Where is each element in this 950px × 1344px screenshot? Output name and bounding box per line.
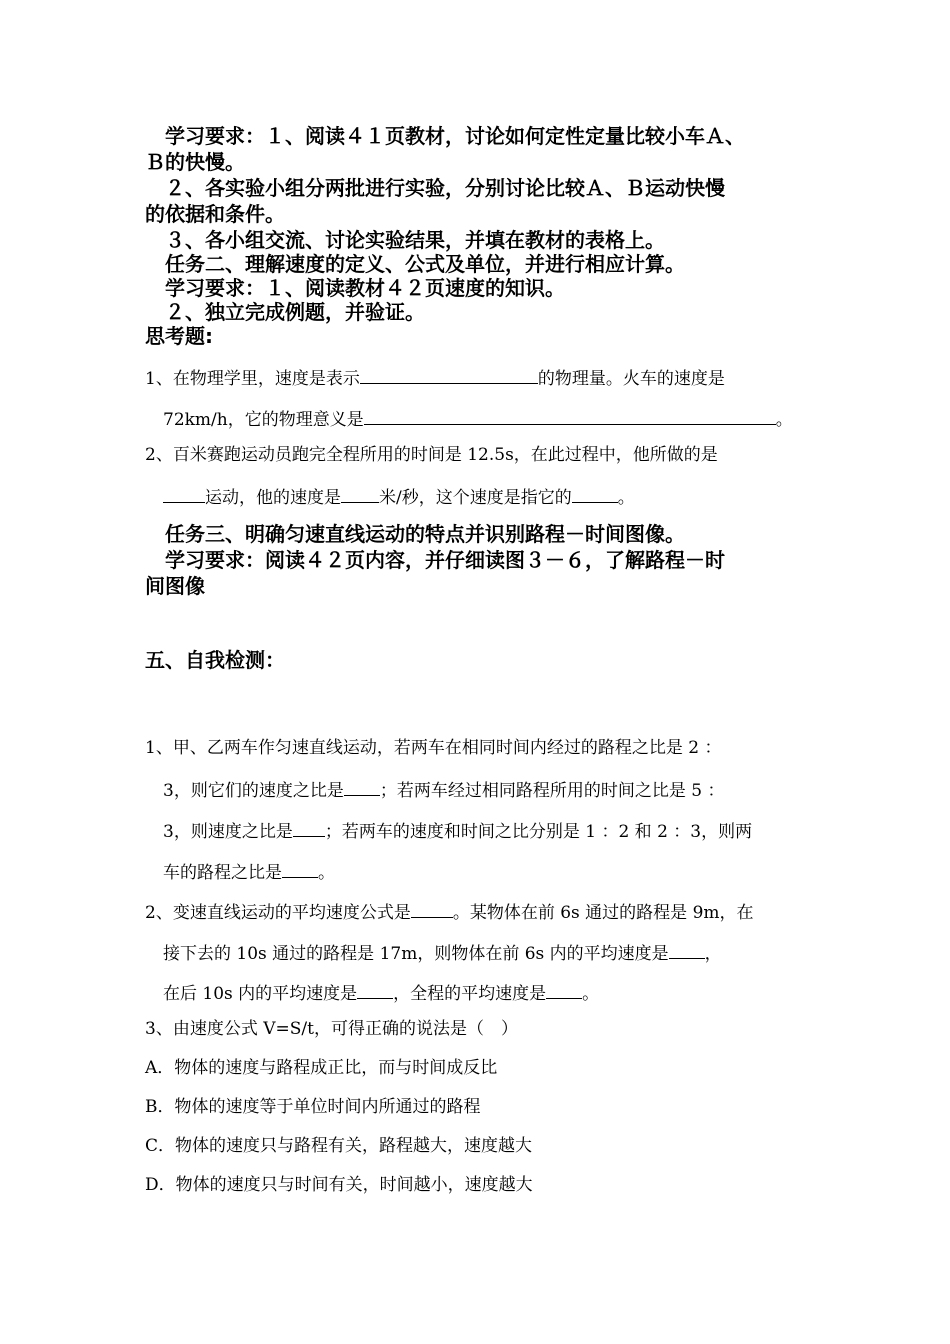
self-q1-blank-2[interactable] [293, 818, 325, 837]
self-test-q1-line1: 1、甲、乙两车作匀速直线运动，若两车在相同时间内经过的路程之比是 2 ： [145, 738, 722, 758]
task3-title: 任务三、明确匀速直线运动的特点并识别路程－时间图像。 [145, 522, 685, 546]
q1-blank-1[interactable] [360, 365, 538, 384]
q1-text: ；若两车的速度和时间之比分别是 1 ：2 和 2 ：3，则两 [324, 822, 753, 842]
think-question-2: 2、百米赛跑运动员跑完全程所用的时间是 12.5s，在此过程中，他所做的是 [145, 445, 718, 465]
task3-requirement-line: 学习要求：阅读４２页内容，并仔细读图３－６，了解路程－时 [145, 548, 725, 572]
q2-blank-1[interactable] [163, 484, 205, 503]
task2-requirement-2: ２、独立完成例题，并验证。 [145, 300, 425, 324]
self-test-q2-line2 [163, 940, 843, 965]
q2-text: 在后 10s 内的平均速度是 [163, 984, 358, 1004]
think-question-1-cont [163, 406, 843, 431]
self-q2-blank-1[interactable] [411, 899, 453, 918]
q1-text-c: 72km/h，它的物理意义是 [163, 410, 364, 430]
task2-requirement-1: 学习要求：１、阅读教材４２页速度的知识。 [145, 276, 565, 300]
task1-requirement-2-line: 的依据和条件。 [145, 202, 285, 226]
q1-text-d: 。 [775, 410, 793, 430]
q2-text-d: 。 [617, 488, 635, 508]
q1-text-b: 的物理量。火车的速度是 [537, 369, 725, 389]
task1-requirement-line: 学习要求：１、阅读４１页教材，讨论如何定性定量比较小车Ａ、 [145, 124, 745, 148]
q2-text: 。某物体在前 6s 通过的路程是 9m，在 [452, 903, 754, 923]
q2-text: 2、变速直线运动的平均速度公式是 [145, 903, 411, 923]
q2-blank-2[interactable] [341, 484, 379, 503]
self-test-q1-line4 [163, 859, 843, 884]
self-q2-blank-2[interactable] [669, 940, 705, 959]
think-question-2-cont [163, 484, 843, 509]
q1-text: 3，则速度之比是 [163, 822, 293, 842]
self-test-q1-line2 [163, 777, 843, 802]
q2-text: 。 [582, 984, 600, 1004]
think-question-1 [145, 365, 825, 390]
task1-requirement-line: Ｂ的快慢。 [145, 150, 245, 174]
task1-requirement-2-line: ２、各实验小组分两批进行实验，分别讨论比较Ａ、Ｂ运动快慢 [145, 176, 725, 200]
q1-text-a: 1、在物理学里，速度是表示 [145, 369, 360, 389]
thinking-questions-heading: 思考题: [145, 324, 213, 348]
option-a[interactable]: A．物体的速度与路程成正比，而与时间成反比 [145, 1058, 498, 1078]
q2-text-b: 运动，他的速度是 [205, 488, 341, 508]
q2-blank-3[interactable] [572, 484, 618, 503]
option-d[interactable]: D．物体的速度只与时间有关，时间越小，速度越大 [145, 1175, 533, 1195]
q2-text-c: 米/秒，这个速度是指它的 [379, 488, 572, 508]
self-test-q3: 3、由速度公式 V=S/t，可得正确的说法是（ ） [145, 1019, 518, 1039]
q2-text: 接下去的 10s 通过的路程是 17m，则物体在前 6s 内的平均速度是 [163, 944, 669, 964]
self-test-heading: 五、自我检测： [145, 648, 285, 672]
q1-text: 。 [318, 863, 335, 883]
self-q1-blank-1[interactable] [344, 777, 380, 796]
task2-title: 任务二、理解速度的定义、公式及单位，并进行相应计算。 [145, 252, 685, 276]
self-test-q2-line3 [163, 980, 843, 1005]
self-test-q2-line1 [145, 899, 825, 924]
task3-requirement-line: 间图像 [145, 574, 205, 598]
self-test-q1-line3 [163, 818, 843, 843]
q2-text: ， [704, 944, 722, 964]
self-q2-blank-3[interactable] [357, 980, 393, 999]
q1-blank-2[interactable] [364, 406, 776, 425]
self-q2-blank-4[interactable] [546, 980, 582, 999]
self-q1-blank-3[interactable] [282, 859, 318, 878]
q1-text: 车的路程之比是 [163, 863, 282, 883]
option-b[interactable]: B．物体的速度等于单位时间内所通过的路程 [145, 1097, 481, 1117]
task1-requirement-3: ３、各小组交流、讨论实验结果，并填在教材的表格上。 [145, 228, 665, 252]
option-c[interactable]: C．物体的速度只与路程有关，路程越大，速度越大 [145, 1136, 533, 1156]
q2-text: ，全程的平均速度是 [393, 984, 547, 1004]
q1-text: 3，则它们的速度之比是 [163, 781, 344, 801]
q1-text: ；若两车经过相同路程所用的时间之比是 5 ： [379, 781, 725, 801]
